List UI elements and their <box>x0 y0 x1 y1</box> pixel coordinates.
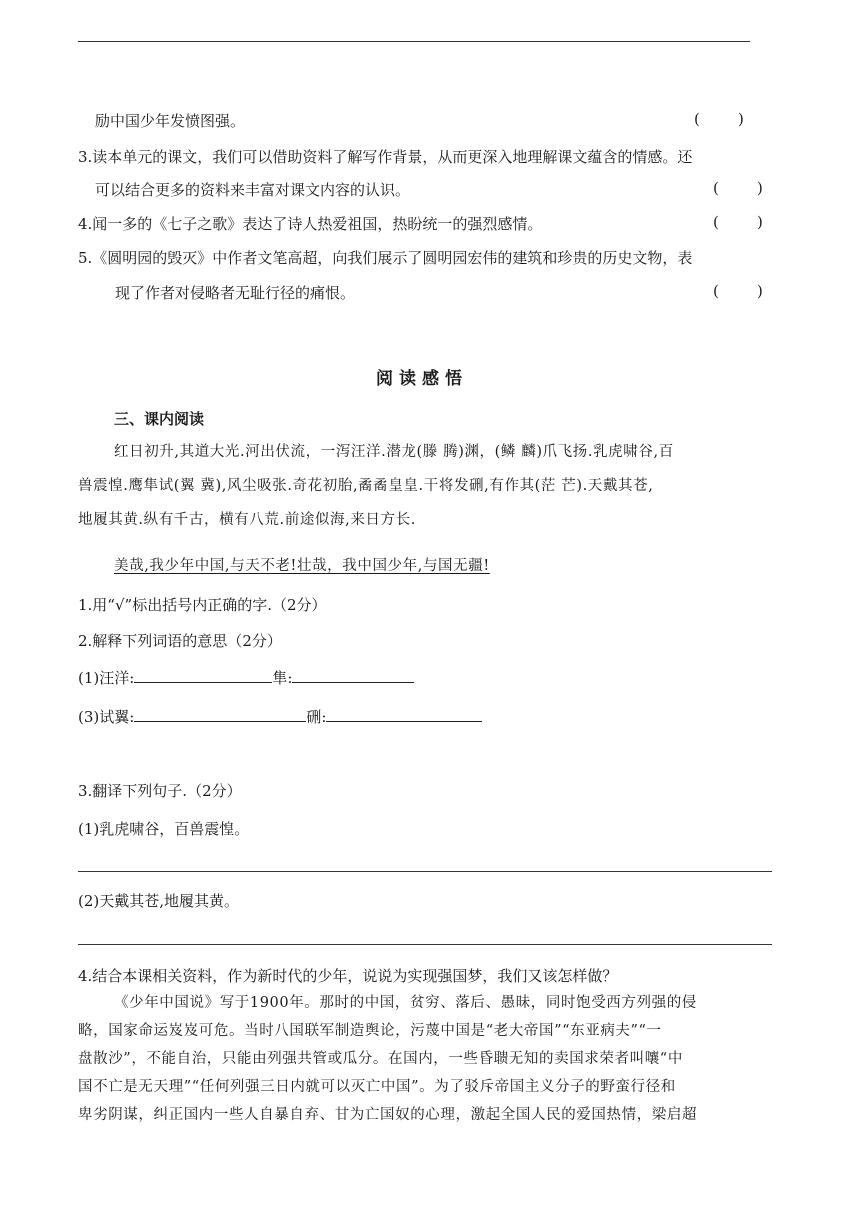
judgment-item-5: 5.《圆明园的毁灭》中作者文笔高超，向我们展示了圆明园宏伟的建筑和珍贵的历史文物，表 <box>78 249 693 267</box>
answer-paren[interactable]: ( ) <box>694 110 744 128</box>
q2-item-3 <box>78 706 482 727</box>
answer-paren[interactable]: ( ) <box>713 282 763 300</box>
answer-paren[interactable]: ( ) <box>713 179 763 197</box>
judgment-item-3: 3.读本单元的课文，我们可以借助资料了解写作背景，从而更深入地理解课文蕴含的情感。还 <box>78 148 693 166</box>
q2-item-1-label: (1)汪洋: <box>78 669 135 687</box>
answer-blank[interactable] <box>134 668 272 683</box>
passage-underlined-sentence: 美哉,我少年中国,与天不老!壮哉，我中国少年,与国无疆! <box>114 558 490 574</box>
header-rule <box>78 41 750 42</box>
q3-item-2: (2)天戴其苍,地履其黄。 <box>78 892 240 910</box>
q2-item-1 <box>78 667 414 688</box>
answer-blank[interactable] <box>134 707 306 722</box>
answer-line[interactable] <box>78 871 772 872</box>
passage-line-3: 地履其黄.纵有千古，横有八荒.前途似海,来日方长. <box>78 512 416 528</box>
judgment-item-2-continued: 励中国少年发愤图强。 <box>95 112 246 130</box>
answer-paren[interactable]: ( ) <box>713 213 763 231</box>
passage-line-1: 红日初升,其道大光.河出伏流，一泻汪洋.潜龙(滕 腾)渊，(鳞 麟)爪飞扬.乳虎啸谷,百 <box>114 444 674 460</box>
material-line-5: 卑劣阴谋，纠正国内一些人自暴自弃、甘为亡国奴的心理，激起全国人民的爱国热情，梁启超 <box>78 1107 698 1123</box>
answer-blank[interactable] <box>292 668 414 683</box>
section-title: 阅读感悟 <box>376 369 468 389</box>
material-line-4: 国不亡是无天理”“任何列强三日内就可以灭亡中国”。为了驳斥帝国主义分子的野蛮行径和 <box>78 1079 676 1095</box>
answer-line[interactable] <box>78 944 772 945</box>
judgment-item-3-cont: 可以结合更多的资料来丰富对课文内容的认识。 <box>95 181 411 199</box>
q3-item-1: (1)乳虎啸谷，百兽震惶。 <box>78 820 250 838</box>
q2-item-2-label: 隼: <box>272 669 293 687</box>
material-line-2: 略，国家命运岌岌可危。当时八国联军制造舆论，污蔑中国是“老大帝国”“东亚病夫”“一 <box>78 1023 662 1039</box>
judgment-item-4: 4.闻一多的《七子之歌》表达了诗人热爱祖国，热盼统一的强烈感情。 <box>78 215 543 233</box>
judgment-item-5-cont: 现了作者对侵略者无耻行径的痛恨。 <box>115 284 356 302</box>
question-1: 1.用“√”标出括号内正确的字.（2分） <box>78 596 327 614</box>
question-4: 4.结合本课相关资料，作为新时代的少年，说说为实现强国梦，我们又该怎样做？ <box>78 967 618 985</box>
q2-item-3-label: (3)试翼: <box>78 708 135 726</box>
question-3: 3.翻译下列句子.（2分） <box>78 782 242 800</box>
material-line-3: 盘散沙”，不能自治，只能由列强共管或瓜分。在国内，一些昏聩无知的卖国求荣者叫嚷“中 <box>78 1051 683 1067</box>
material-line-1: 《少年中国说》写于1900年。那时的中国，贫穷、落后、愚昧，同时饱受西方列强的侵 <box>114 995 697 1011</box>
answer-blank[interactable] <box>326 707 482 722</box>
subsection-title: 三、课内阅读 <box>114 410 205 428</box>
passage-line-2: 兽震惶.鹰隼试(翼 冀),风尘吸张.奇花初胎,矞矞皇皇.干将发硎,有作其(茫 芒).天戴其苍, <box>78 478 654 494</box>
question-2: 2.解释下列词语的意思（2分） <box>78 632 282 650</box>
q2-item-4-label: 硎: <box>306 708 327 726</box>
